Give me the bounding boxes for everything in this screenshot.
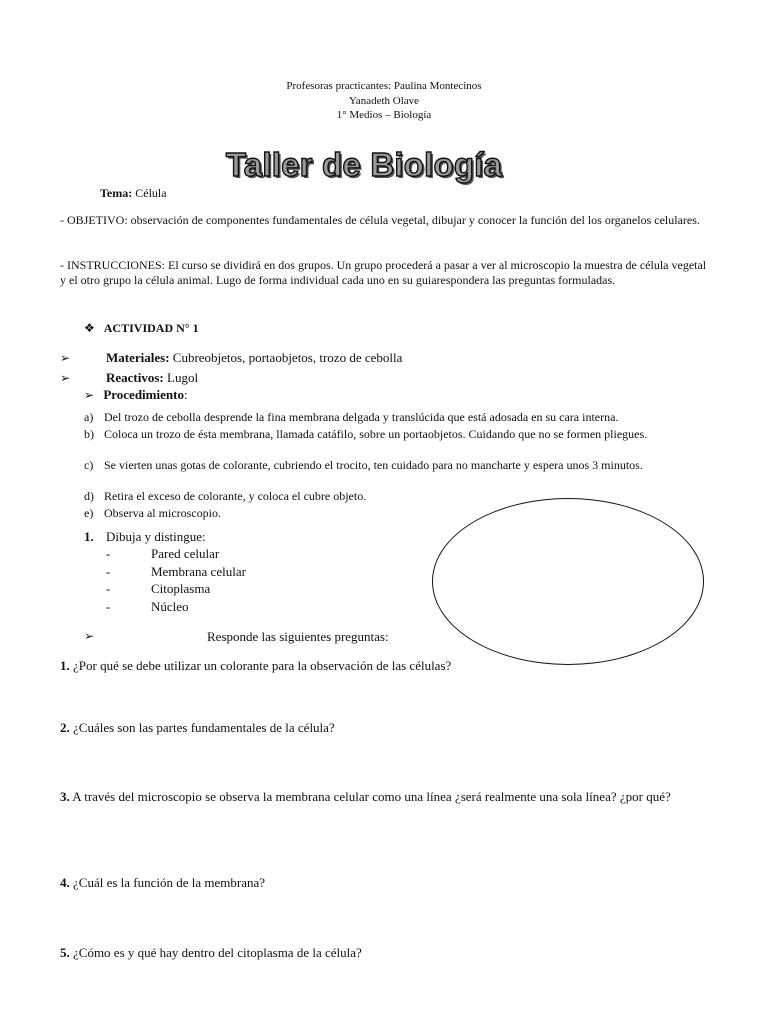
- reactivos-value: Lugol: [163, 370, 199, 385]
- header-teacher-2: Yanadeth Olave: [348, 95, 420, 107]
- question-3: [60, 789, 712, 805]
- question-2: [60, 720, 335, 736]
- step-text: Retira el exceso de colorante, y coloca el cubre objeto.: [104, 489, 367, 503]
- step-letter: e): [84, 506, 94, 520]
- question-number: 5.: [60, 945, 70, 960]
- question-text: ¿Cómo es y qué hay dentro del citoplasma de la célula?: [69, 945, 362, 960]
- question-text: ¿Cuál es la función de la membrana?: [69, 875, 266, 890]
- dibuja-dash: -: [106, 564, 111, 579]
- dibuja-dash: -: [106, 546, 111, 561]
- arrow-bullet-icon: ➢: [60, 371, 71, 385]
- question-number: 4.: [60, 875, 70, 890]
- question-text: ¿Por qué se debe utilizar un colorante para la observación de las células?: [69, 658, 452, 673]
- dibuja-item: Membrana celular: [151, 564, 246, 579]
- arrow-bullet-icon: ➢: [84, 388, 95, 402]
- step-text: Coloca un trozo de ésta membrana, llamada catáfilo, sobre un portaobjetos. Cuidando que no se formen pliegues.: [104, 427, 648, 441]
- step-text: Observa al microscopio.: [104, 506, 221, 520]
- question-text: ¿Cuáles son las partes fundamentales de la célula?: [69, 720, 335, 735]
- step-text: Del trozo de cebolla desprende la fina membrana delgada y translúcida que está adosada en su cara interna.: [104, 410, 619, 424]
- step-letter: b): [84, 427, 94, 441]
- diamond-bullet-icon: ❖: [84, 321, 95, 335]
- materiales-label: Materiales:: [106, 350, 170, 365]
- drawing-area-ellipse: [432, 498, 704, 665]
- procedimiento-colon: :: [183, 387, 188, 402]
- tema-value: Célula: [135, 186, 167, 200]
- page-title: Taller de Biología: [225, 146, 503, 183]
- step-letter: c): [84, 458, 94, 472]
- question-4: [60, 875, 265, 891]
- dibuja-number: 1.: [84, 529, 94, 544]
- dibuja-label: Dibuja y distingue:: [106, 529, 206, 544]
- step-letter: d): [84, 489, 94, 503]
- header-teachers: Profesoras practicantes: Paulina Montecinos: [286, 80, 482, 92]
- question-5: [60, 945, 362, 961]
- arrow-bullet-icon: ➢: [84, 629, 95, 643]
- dibuja-item: Citoplasma: [151, 581, 211, 596]
- question-number: 1.: [60, 658, 70, 673]
- question-number: 2.: [60, 720, 70, 735]
- responde-label: Responde las siguientes preguntas:: [207, 629, 389, 644]
- reactivos-bullet: [60, 370, 70, 386]
- dibuja-item: Pared celular: [151, 546, 220, 561]
- tema-line: [100, 186, 167, 201]
- arrow-bullet-icon: ➢: [60, 351, 71, 365]
- dibuja-item: Núcleo: [151, 599, 189, 614]
- step-text: Se vierten unas gotas de colorante, cubriendo el trocito, ten cuidado para no mancharte y espera unos 3 minutos.: [104, 458, 643, 472]
- procedimiento-label: Procedimiento: [103, 387, 184, 402]
- step-letter: a): [84, 410, 94, 424]
- instrucciones-paragraph: - INSTRUCCIONES: El curso se dividirá en dos grupos. Un grupo procederá a pasar a ver al microscopio la muestra de célula vegetal y el otro grupo la célula animal. Lugo de forma individual cada uno en su guiarespondera las preguntas formuladas.: [60, 258, 707, 287]
- objetivo-paragraph: - OBJETIVO: observación de componentes fundamentales de célula vegetal, dibujar y conocer la función del los organelos celulares.: [60, 213, 700, 227]
- actividad-heading: [84, 321, 199, 336]
- reactivos-label: Reactivos:: [106, 370, 164, 385]
- tema-label: Tema:: [100, 186, 133, 200]
- materiales-line: [60, 350, 70, 366]
- question-1: [60, 658, 451, 674]
- responde-bullet: [84, 628, 94, 644]
- procedimiento-line: [84, 387, 188, 403]
- materiales-value: Cubreobjetos, portaobjetos, trozo de cebolla: [169, 350, 403, 365]
- dibuja-dash: -: [106, 599, 111, 614]
- materiales-text: [106, 350, 402, 366]
- dibuja-dash: -: [106, 581, 111, 596]
- reactivos-text: [106, 370, 198, 386]
- question-text: A través del microscopio se observa la membrana celular como una línea ¿será realmente una sola línea? ¿por qué?: [69, 789, 671, 804]
- header-course: 1° Medios – Biología: [336, 109, 432, 121]
- question-number: 3.: [60, 789, 70, 804]
- actividad-label: ACTIVIDAD N° 1: [103, 321, 199, 335]
